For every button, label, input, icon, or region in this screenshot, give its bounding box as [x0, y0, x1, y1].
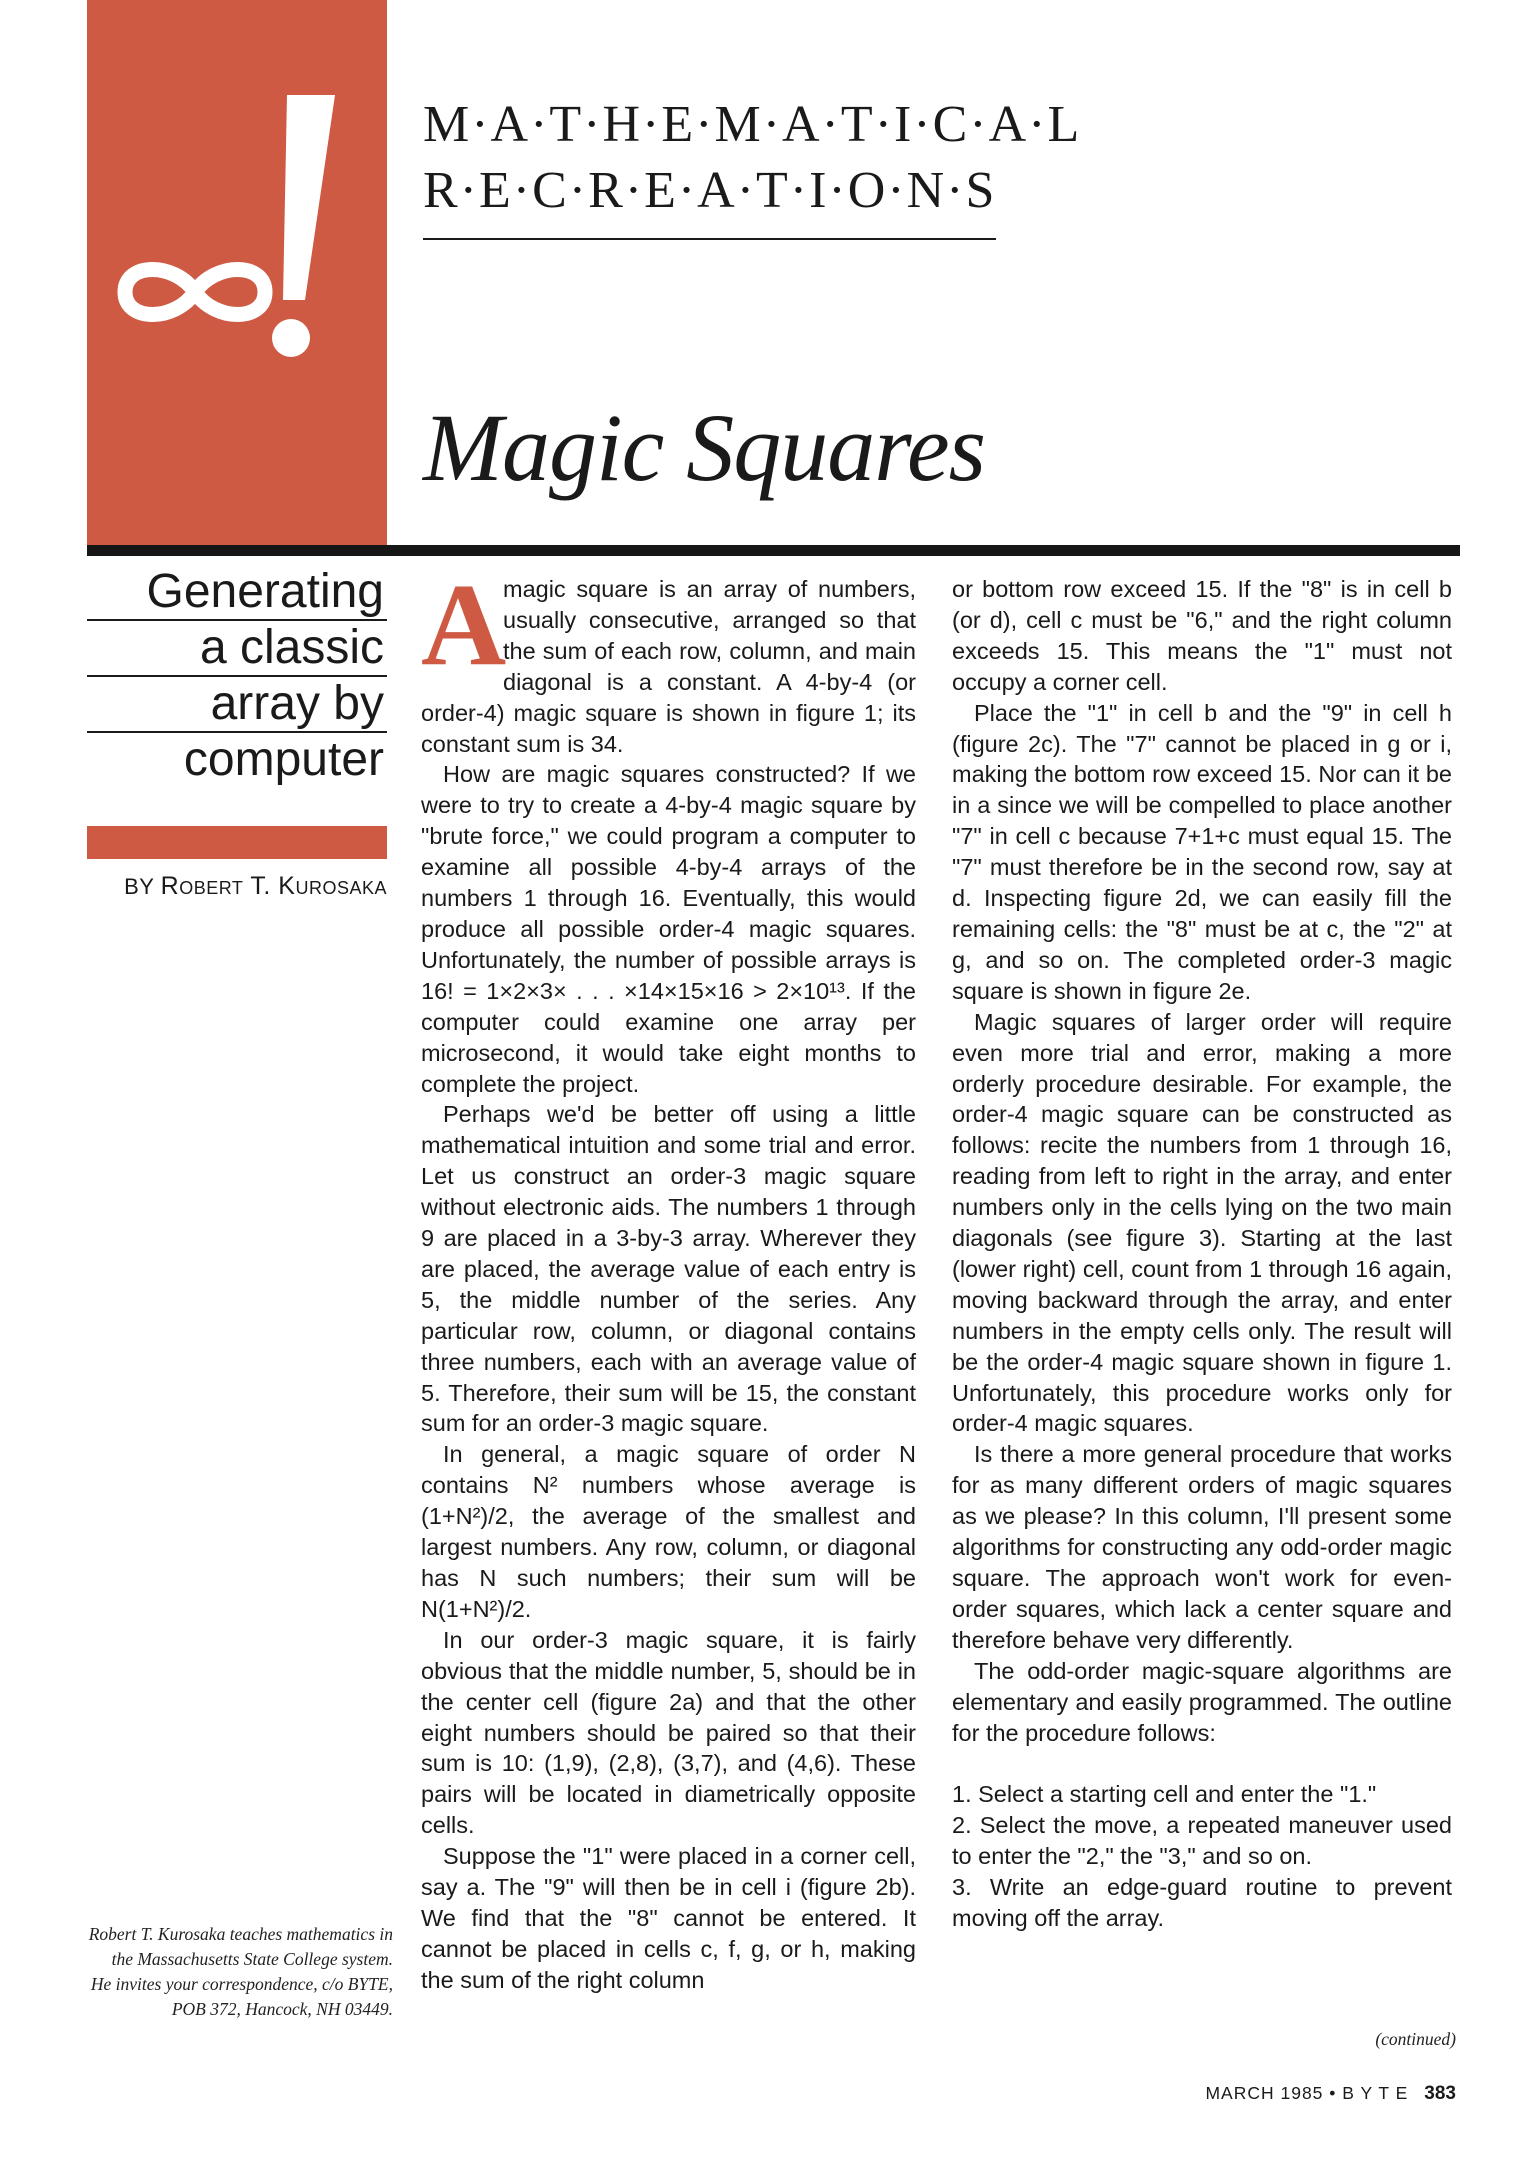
- page-number: 383: [1424, 2083, 1456, 2104]
- author-bio: Robert T. Kurosaka teaches mathematics in the Massachusetts State College system. He invites your correspondence, c/o BYTE, POB 372, Hancock, NH 03449.: [88, 1924, 393, 2019]
- continued-note: (continued): [1375, 2029, 1456, 2049]
- paragraph: Magic squares of larger order will require even more trial and error, making a more orderly procedure desirable. For example, the order-4 magic square can be constructed as follows: recite the numbers from 1 through 16, reading from left to right in the array, and enter numbers only in the cells lying on the two main diagonals (see figure 3). Starting at the last (lower right) cell, count from 1 through 16 again, moving backward through the array, and enter numbers in the empty cells only. The result will be the order-4 magic square shown in figure 1. Unfortunately, this procedure works only for order-4 magic squares.: [952, 1008, 1452, 1437]
- article-column-2: [952, 574, 1452, 1934]
- procedure-step: 1. Select a starting cell and enter the "1.": [952, 1781, 1377, 1808]
- department-line-2: R·E·C·R·E·A·T·I·O·N·S: [423, 162, 997, 219]
- paragraph: magic square is an array of numbers, usually consecutive, arranged so that the sum of each row, column, and main diagonal is a constant. A 4-by-4 (or order-4) magic square is shown in figure 1; its constant sum is 34.: [421, 576, 916, 757]
- paragraph: In our order-3 magic square, it is fairly obvious that the middle number, 5, should be in the center cell (figure 2a) and that the other eight numbers should be paired so that their sum is 10: (1,9), (2,8), (3,7), and (4,6). These pairs will be located in diametrically opposite cells.: [421, 1626, 916, 1839]
- article-column-1: [421, 559, 916, 1996]
- subtitle-line: array by: [87, 677, 387, 733]
- department-logo: [87, 0, 387, 545]
- subtitle-line: a classic: [87, 621, 387, 677]
- procedure-step: 2. Select the move, a repeated maneuver used to enter the "2," the "3," and so on.: [952, 1812, 1452, 1870]
- paragraph: How are magic squares constructed? If we were to try to create a 4-by-4 magic square by "brute force," we could program a computer to examine all possible 4-by-4 arrays of the numbers 1 through 16. Eventually, this would produce all possible order-4 magic squares. Unfortunately, the number of possible arrays is 16! = 1×2×3× . . . ×14×15×16 > 2×10¹³. If the computer could examine one array per microsecond, it would take eight months to complete the project.: [421, 761, 916, 1097]
- subtitle-line: computer: [183, 733, 384, 786]
- paragraph: The odd-order magic-square algorithms are elementary and easily programmed. The outline for the procedure follows:: [952, 1657, 1452, 1746]
- procedure-step: 3. Write an edge-guard routine to prevent moving off the array.: [952, 1874, 1452, 1932]
- header-rule: [87, 545, 1460, 556]
- article-subtitle: [87, 565, 387, 787]
- byline: [87, 872, 387, 901]
- byline-prefix: BY: [124, 874, 161, 899]
- paragraph: Suppose the "1" were placed in a corner cell, say a. The "9" will then be in cell i (figure 2b). We find that the "8" cannot be entered. It cannot be placed in cells c, f, g, or h, making the sum of the right column: [421, 1843, 916, 1993]
- paragraph: or bottom row exceed 15. If the "8" is in cell b (or d), cell c must be "6," and the right column exceeds 15. This means the "1" must not occupy a corner cell.: [952, 576, 1452, 695]
- author-name: Robert T. Kurosaka: [160, 872, 387, 900]
- paragraph: Perhaps we'd be better off using a little mathematical intuition and some trial and error. Let us construct an order-3 magic square without electronic aids. The numbers 1 through 9 are placed in a 3-by-3 array. Wherever they are placed, the average value of each entry is 5, the middle number of the series. Any particular row, column, or diagonal contains three numbers, each with an average value of 5. Therefore, their sum will be 15, the constant sum for an order-3 magic square.: [421, 1101, 916, 1437]
- subtitle-line: Generating: [87, 565, 387, 621]
- department-heading: [423, 92, 1081, 224]
- department-rule: [423, 238, 996, 240]
- paragraph: In general, a magic square of order N contains N² numbers whose average is (1+N²)/2, the average of the smallest and largest numbers. Any row, column, or diagonal has N such numbers; their sum will be N(1+N²)/2.: [421, 1441, 916, 1622]
- department-line-1: M·A·T·H·E·M·A·T·I·C·A·L: [423, 96, 1082, 153]
- article-title: Magic Squares: [423, 394, 986, 501]
- page-footer: [1130, 2083, 1456, 2105]
- drop-cap: A: [421, 559, 507, 690]
- issue-info: MARCH 1985 • B Y T E: [1205, 2083, 1409, 2103]
- accent-bar: [87, 826, 387, 859]
- paragraph: Is there a more general procedure that works for as many different orders of magic squares as we please? In this column, I'll present some algorithms for constructing any odd-order magic square. The approach won't work for even-order squares, which lack a center square and therefore behave very differently.: [952, 1441, 1452, 1653]
- spacer: [952, 1748, 1452, 1779]
- infinity-exclamation-icon: [87, 0, 387, 545]
- paragraph: Place the "1" in cell b and the "9" in cell h (figure 2c). The "7" cannot be placed in g or i, making the bottom row exceed 15. Nor can it be in a since we will be compelled to place another "7" in cell c because 7+1+c must equal 15. The "7" must therefore be in the second row, say at d. Inspecting figure 2d, we can easily fill the remaining cells: the "8" must be at c, the "2" at g, and so on. The completed order-3 magic square is shown in figure 2e.: [952, 699, 1452, 1004]
